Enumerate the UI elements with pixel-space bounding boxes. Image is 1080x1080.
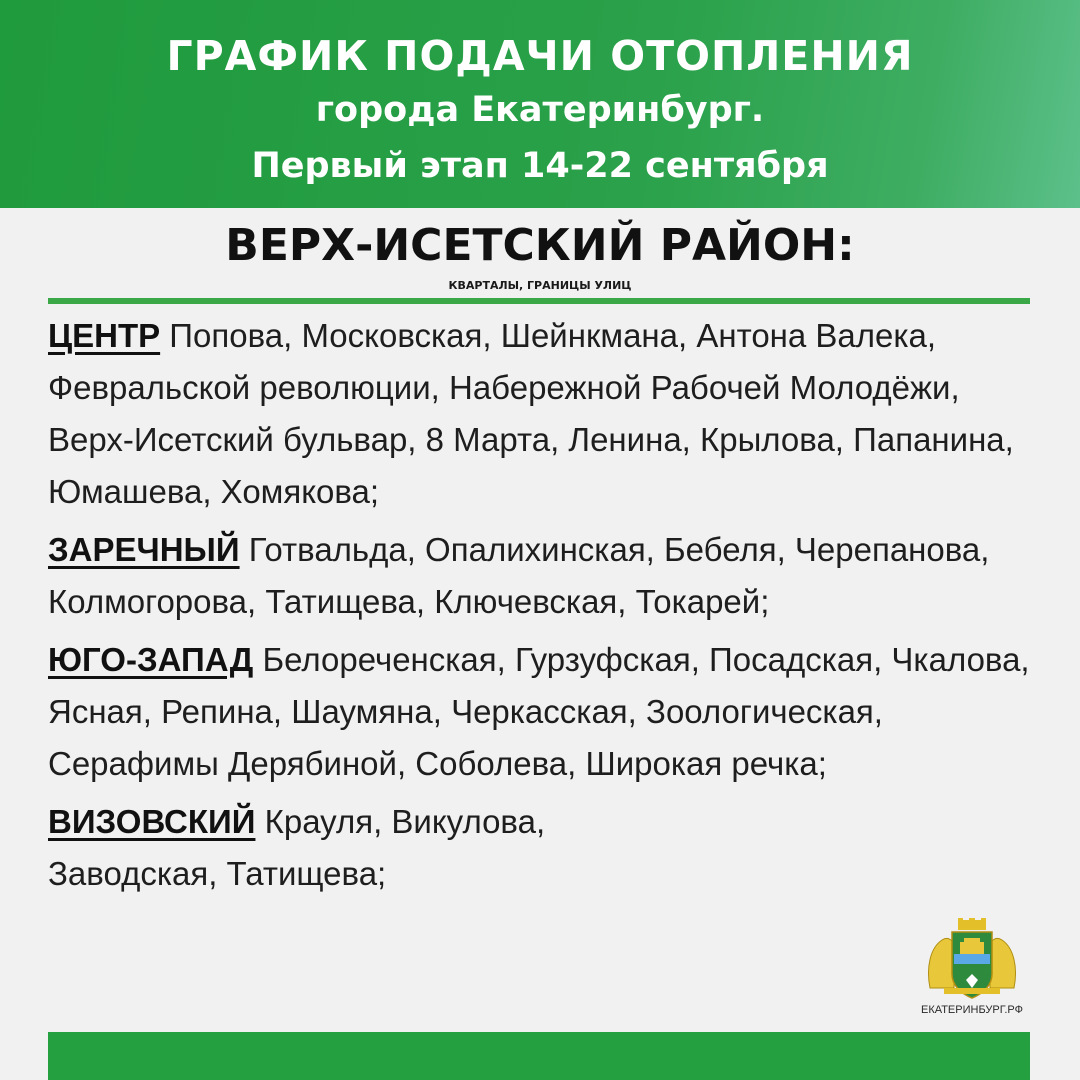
- footer-green-bar: [48, 1032, 1030, 1080]
- header-title: ГРАФИК ПОДАЧИ ОТОПЛЕНИЯ: [166, 32, 914, 80]
- block-streets: Попова, Московская, Шейнкмана, Антона Валека, Февральской революции, Набережной Рабочей Молодёжи, Верх-Исетский бульвар, 8 Марта, Ленина, Крылова, Папанина, Юмашева, Хомякова;: [48, 317, 1014, 510]
- header-stage: Первый этап 14-22 сентября: [251, 146, 829, 186]
- block-vizovsky: [48, 796, 648, 900]
- district-subtitle: КВАРТАЛЫ, ГРАНИЦЫ УЛИЦ: [448, 279, 632, 292]
- district-title: ВЕРХ-ИСЕТСКИЙ РАЙОН:: [225, 220, 855, 271]
- logo-caption: ЕКАТЕРИНБУРГ.РФ: [920, 1004, 1023, 1016]
- block-zarechny: [48, 524, 1038, 628]
- block-streets: Крауля, Викулова, Заводская, Татищева;: [48, 803, 546, 892]
- block-center: [48, 310, 1038, 518]
- header-banner: [0, 0, 1080, 208]
- block-name: ВИЗОВСКИЙ: [48, 803, 256, 840]
- ekaterinburg-coat-of-arms-icon: [924, 918, 1020, 1000]
- city-logo: [912, 918, 1032, 1016]
- block-streets: Белореченская, Гурзуфская, Посадская, Чкалова, Ясная, Репина, Шаумяна, Черкасская, Зоологическая, Серафимы Дерябиной, Соболева, Широкая речка;: [48, 641, 1030, 782]
- block-name: ЦЕНТР: [48, 317, 161, 354]
- green-divider: [48, 298, 1030, 304]
- block-yugo-zapad: [48, 634, 1038, 790]
- block-name: ЮГО-ЗАПАД: [48, 641, 254, 678]
- streets-list: [48, 310, 1038, 906]
- block-name: ЗАРЕЧНЫЙ: [48, 531, 240, 568]
- block-streets: Готвальда, Опалихинская, Бебеля, Черепанова, Колмогорова, Татищева, Ключевская, Токарей;: [48, 531, 990, 620]
- header-city: города Екатеринбург.: [315, 90, 765, 130]
